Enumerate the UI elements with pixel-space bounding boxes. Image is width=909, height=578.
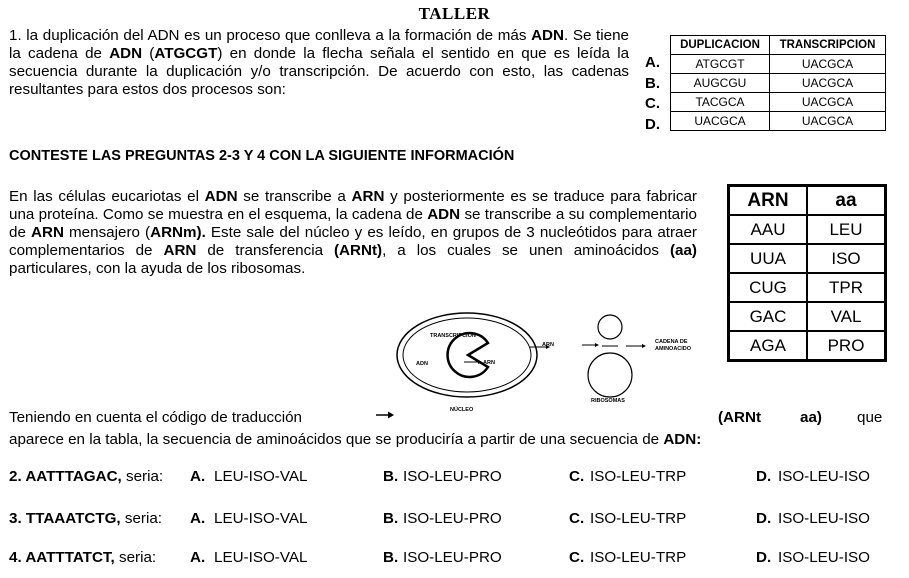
aa-cell: PRO [807, 331, 886, 361]
header-transcripcion: TRANSCRIPCION [770, 36, 886, 55]
page-title: TALLER [418, 4, 491, 23]
instruction-line-1-right [718, 409, 886, 426]
label-nucleo: NÚCLEO [450, 407, 474, 413]
option-letter-c: C. [645, 95, 660, 112]
intro-text-segment: (ARNt) [334, 242, 383, 259]
arrow-right-icon [375, 410, 395, 420]
option-letter: D. [756, 549, 772, 566]
label-arn-outer: ARN [542, 342, 554, 348]
q1-text-segment: . Se tiene la cadena de [9, 27, 629, 62]
option-letter-b: B. [645, 74, 660, 92]
option-d-trans: UACGCA [770, 112, 886, 131]
intro-text-segment: ARN [31, 224, 64, 241]
option-text: ISO-LEU-ISO [778, 510, 870, 527]
aa-cell: TPR [807, 273, 886, 302]
option-text: LEU-ISO-VAL [214, 468, 308, 485]
label-ribosomas: RIBOSOMAS [591, 398, 625, 404]
option-c-dup: TACGCA [671, 93, 770, 112]
label-transcripcion: TRANSCRIPCIÓN [430, 333, 476, 339]
option-letter: A. [190, 468, 206, 485]
option-letter-a: A. [645, 54, 660, 71]
instruction-line-1: Teniendo en cuenta el código de traducción [9, 409, 302, 426]
intro-text-segment: ARNm). [150, 224, 206, 241]
intro-text-segment: se transcribe a [237, 188, 352, 205]
label-cadena: CADENA DE [655, 339, 688, 345]
label-arnt: (ARNt [718, 409, 762, 426]
intro-text-segment: Este sale del núcleo y es leído, en grupos de 3 nucleótidos para atraer complementarios de [9, 224, 697, 259]
question-label: 4. AATTTATCT, seria: [9, 549, 157, 566]
option-text: ISO-LEU-PRO [403, 510, 502, 527]
label-aminoacido: AMINOACIDO [655, 346, 692, 352]
codon-cell: AAU [729, 215, 808, 244]
option-letter: B. [383, 549, 399, 566]
intro-text-segment: y posteriormente es se traduce para fabricar una proteína. Como se muestra en el esquema, la cadena de [9, 188, 697, 223]
intro-text-segment: ADN [204, 188, 238, 205]
table-row [729, 215, 886, 244]
table-row [729, 302, 886, 331]
option-letter-d: D. [645, 115, 660, 133]
transcription-diagram [370, 305, 710, 420]
codon-cell: CUG [729, 273, 808, 302]
intro-text-segment: mensajero ( [63, 224, 151, 241]
option-letter: B. [383, 468, 399, 485]
option-letter: A. [190, 510, 206, 527]
ribosome-small [598, 315, 622, 339]
question-1-number: 1. [9, 27, 22, 44]
intro-text-segment: En las células eucariotas el [9, 188, 205, 205]
q1-text-segment: ADN [531, 27, 564, 44]
intro-text-segment: ARN [163, 242, 197, 259]
option-letter: C. [569, 468, 585, 485]
option-text: ISO-LEU-PRO [403, 468, 502, 485]
question-row [9, 468, 909, 488]
option-c-trans: UACGCA [770, 93, 886, 112]
question-row [9, 510, 909, 530]
aa-cell: ISO [807, 244, 886, 273]
option-text: ISO-LEU-ISO [778, 549, 870, 566]
section-heading: CONTESTE LAS PREGUNTAS 2-3 Y 4 CON LA SIGUIENTE INFORMACIÓN [9, 148, 515, 164]
codon-cell: UUA [729, 244, 808, 273]
option-letter: C. [569, 549, 585, 566]
label-adn: ADN [416, 361, 428, 367]
question-label: 3. TTAAATCTG, seria: [9, 510, 163, 527]
header-duplicacion: DUPLICACION [671, 36, 770, 55]
aa-cell: LEU [807, 215, 886, 244]
option-letter: C. [569, 510, 585, 527]
table-row [729, 244, 886, 273]
option-text: ISO-LEU-PRO [403, 549, 502, 566]
option-letter: A. [190, 549, 206, 566]
option-text: LEU-ISO-VAL [214, 510, 308, 527]
table-row [729, 273, 886, 302]
instruction-line-2 [9, 431, 701, 448]
intro-text-segment: ARN [351, 188, 385, 205]
option-b-trans: UACGCA [770, 74, 886, 93]
option-d-dup: UACGCA [671, 112, 770, 131]
table-row [671, 93, 886, 112]
codon-header-arn: ARN [729, 186, 808, 216]
question-label: 2. AATTTAGAC, seria: [9, 468, 164, 485]
option-letters [645, 53, 660, 135]
option-a-dup: ATGCGT [671, 55, 770, 74]
dna-pacman-shape [448, 333, 488, 377]
option-text: LEU-ISO-VAL [214, 549, 308, 566]
q1-text-segment: ( [142, 45, 155, 62]
codon-header-aa: aa [807, 186, 886, 216]
option-letter: D. [756, 510, 772, 527]
intro-text-segment: , a los cuales se unen aminoácidos [382, 242, 670, 259]
table-row [671, 74, 886, 93]
option-text: ISO-LEU-TRP [590, 510, 687, 527]
option-text: ISO-LEU-TRP [590, 549, 687, 566]
line2-text-segment: aparece en la tabla, la secuencia de aminoácidos que se produciría a partir de una secuencia de [9, 431, 664, 448]
question-1-options-table [670, 35, 886, 131]
codon-cell: GAC [729, 302, 808, 331]
table-row [729, 331, 886, 361]
option-b-dup: AUGCGU [671, 74, 770, 93]
intro-text-segment: de transferencia [196, 242, 334, 259]
q1-text-segment: ) en donde la flecha señala el sentido en que es leída la secuencia durante la duplicación y/o transcripción. De acuerdo con esto, las cadenas resultantes para estos dos procesos son: [9, 45, 630, 98]
intro-text-segment: (aa) [669, 242, 697, 259]
label-aa: aa) [800, 409, 822, 426]
option-letter: D. [756, 468, 772, 485]
ribosome-large [588, 353, 632, 397]
q1-text-segment: ATGCGT [154, 45, 218, 62]
label-que: que [857, 409, 883, 426]
option-text: ISO-LEU-TRP [590, 468, 687, 485]
codon-cell: AGA [729, 331, 808, 361]
option-a-trans: UACGCA [770, 55, 886, 74]
intro-paragraph [9, 188, 697, 278]
table-row [671, 112, 886, 131]
q1-text-segment: la duplicación del ADN es un proceso que conlleva a la formación de más [21, 27, 532, 44]
intro-text-segment: ADN [427, 206, 461, 223]
table-row [671, 55, 886, 74]
intro-text-segment: particulares, con la ayuda de los ribosomas. [9, 260, 306, 277]
question-1-text [9, 27, 629, 99]
q1-text-segment: ADN [109, 45, 143, 62]
option-letter: B. [383, 510, 399, 527]
option-text: ISO-LEU-ISO [778, 468, 870, 485]
codon-table [727, 184, 887, 362]
intro-text-segment: se transcribe a su complementario de [9, 206, 697, 241]
aa-cell: VAL [807, 302, 886, 331]
question-row [9, 549, 909, 569]
line2-text-segment: ADN: [663, 431, 702, 448]
label-arn-inner: ARN [483, 360, 495, 366]
